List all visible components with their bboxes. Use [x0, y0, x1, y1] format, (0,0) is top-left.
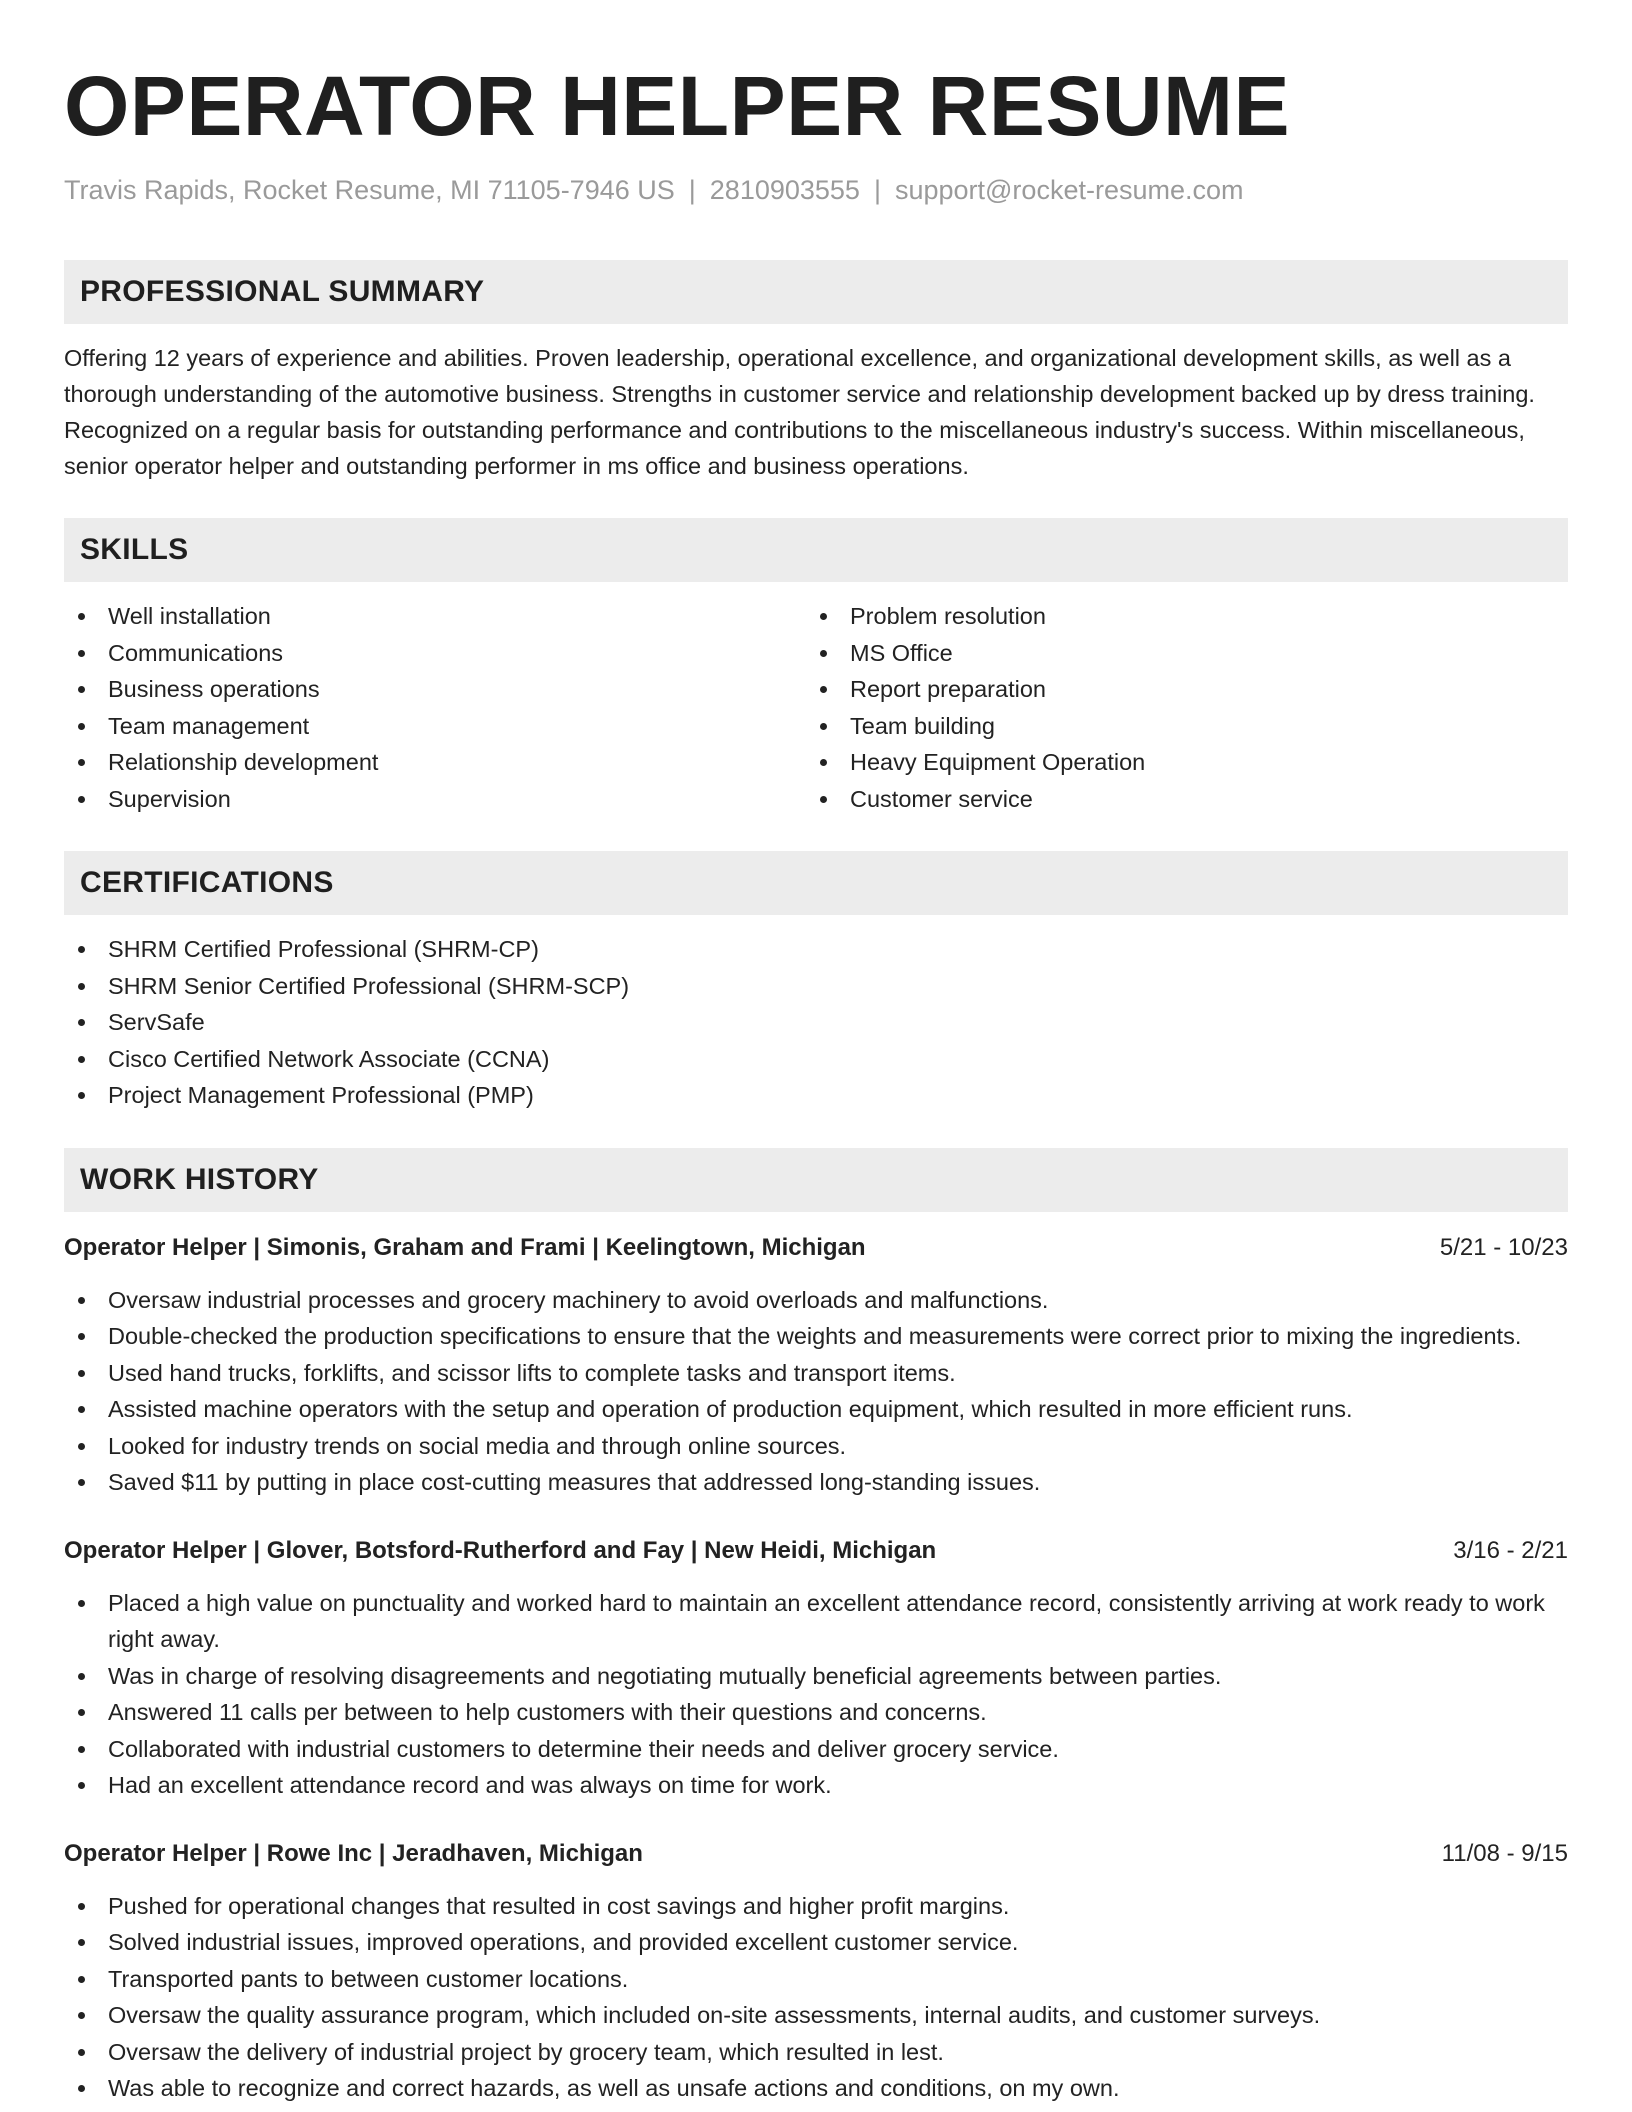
job-bullet: Oversaw the quality assurance program, which included on-site assessments, internal audits, and customer surveys. [64, 1997, 1568, 2034]
job-bullet: Placed a high value on punctuality and worked hard to maintain an excellent attendance record, consistently arriving at work ready to work right away. [64, 1585, 1568, 1658]
job-bullet: Solved industrial issues, improved operations, and provided excellent customer service. [64, 1924, 1568, 1961]
job-bullet: Pushed for operational changes that resulted in cost savings and higher profit margins. [64, 1888, 1568, 1925]
certification-item: Project Management Professional (PMP) [64, 1077, 1568, 1114]
certification-item: ServSafe [64, 1004, 1568, 1041]
job-bullet: Transported pants to between customer locations. [64, 1961, 1568, 1998]
skill-item: Report preparation [806, 671, 1548, 708]
job-dates: 11/08 - 9/15 [1441, 1839, 1568, 1867]
job-bullet: Double-checked the production specifications to ensure that the weights and measurements were correct prior to mixing the ingredients. [64, 1318, 1568, 1355]
job-header [64, 1533, 1568, 1569]
job-title: Operator Helper | Simonis, Graham and Frami | Keelingtown, Michigan [64, 1233, 866, 1261]
skill-item: Well installation [64, 598, 806, 635]
contact-separator: | [688, 175, 696, 205]
job-bullet: Collaborated with industrial customers to determine their needs and deliver grocery service. [64, 1731, 1568, 1768]
skills-heading: SKILLS [64, 518, 1568, 582]
skill-item: Customer service [806, 781, 1548, 818]
job-header [64, 1230, 1568, 1266]
job-bullet: Saved $11 by putting in place cost-cutting measures that addressed long-standing issues. [64, 1464, 1568, 1501]
job-bullet: Assisted machine operators with the setup and operation of production equipment, which resulted in more efficient runs. [64, 1391, 1568, 1428]
job-dates: 3/16 - 2/21 [1453, 1536, 1568, 1564]
job-bullets [64, 1888, 1568, 2107]
certifications-heading: CERTIFICATIONS [64, 851, 1568, 915]
job-bullet: Answered 11 calls per between to help customers with their questions and concerns. [64, 1694, 1568, 1731]
job-bullet: Oversaw industrial processes and grocery machinery to avoid overloads and malfunctions. [64, 1282, 1568, 1319]
contact-address: Travis Rapids, Rocket Resume, MI 71105-7946 US [64, 175, 675, 205]
certification-item: SHRM Certified Professional (SHRM-CP) [64, 931, 1568, 968]
job-bullet: Had an excellent attendance record and was always on time for work. [64, 1767, 1568, 1804]
contact-line [64, 172, 1568, 208]
summary-text: Offering 12 years of experience and abilities. Proven leadership, operational excellence, and organizational development skills, as well as a thorough understanding of the automotive business. Strengths in customer service and relationship development backed up by dress training. Recognized on a regular basis for outstanding performance and contributions to the miscellaneous industry's success. Within miscellaneous, senior operator helper and outstanding performer in ms office and business operations. [64, 345, 1535, 479]
job-bullet: Was able to recognize and correct hazards, as well as unsafe actions and conditions, on my own. [64, 2070, 1568, 2107]
resume-title: OPERATOR HELPER RESUME [64, 59, 1291, 153]
job-title: Operator Helper | Glover, Botsford-Rutherford and Fay | New Heidi, Michigan [64, 1536, 937, 1564]
contact-phone: 2810903555 [709, 175, 860, 205]
skill-item: Supervision [64, 781, 806, 818]
skills-right-list [806, 598, 1548, 817]
skill-item: Team management [64, 708, 806, 745]
job-header [64, 1836, 1568, 1872]
job-bullet: Oversaw the delivery of industrial project by grocery team, which resulted in lest. [64, 2034, 1568, 2071]
summary-heading: PROFESSIONAL SUMMARY [64, 260, 1568, 324]
skill-item: Heavy Equipment Operation [806, 744, 1548, 781]
job-bullets [64, 1585, 1568, 1804]
job-bullet: Used hand trucks, forklifts, and scissor lifts to complete tasks and transport items. [64, 1355, 1568, 1392]
skill-item: Communications [64, 635, 806, 672]
skill-item: Problem resolution [806, 598, 1548, 635]
skill-item: MS Office [806, 635, 1548, 672]
skill-item: Relationship development [64, 744, 806, 781]
certification-item: Cisco Certified Network Associate (CCNA) [64, 1041, 1568, 1078]
job-bullets [64, 1282, 1568, 1501]
job-title: Operator Helper | Rowe Inc | Jeradhaven, Michigan [64, 1839, 643, 1867]
job-bullet: Was in charge of resolving disagreements and negotiating mutually beneficial agreements between parties. [64, 1658, 1568, 1695]
certifications-list [64, 931, 1568, 1114]
skill-item: Business operations [64, 671, 806, 708]
skill-item: Team building [806, 708, 1548, 745]
skills-columns [64, 598, 1568, 817]
job-dates: 5/21 - 10/23 [1439, 1233, 1568, 1261]
skills-left-list [64, 598, 806, 817]
certification-item: SHRM Senior Certified Professional (SHRM-SCP) [64, 968, 1568, 1005]
contact-separator: | [873, 175, 881, 205]
job-bullet: Looked for industry trends on social media and through online sources. [64, 1428, 1568, 1465]
contact-email: support@rocket-resume.com [894, 175, 1244, 205]
work-history-heading: WORK HISTORY [64, 1148, 1568, 1212]
